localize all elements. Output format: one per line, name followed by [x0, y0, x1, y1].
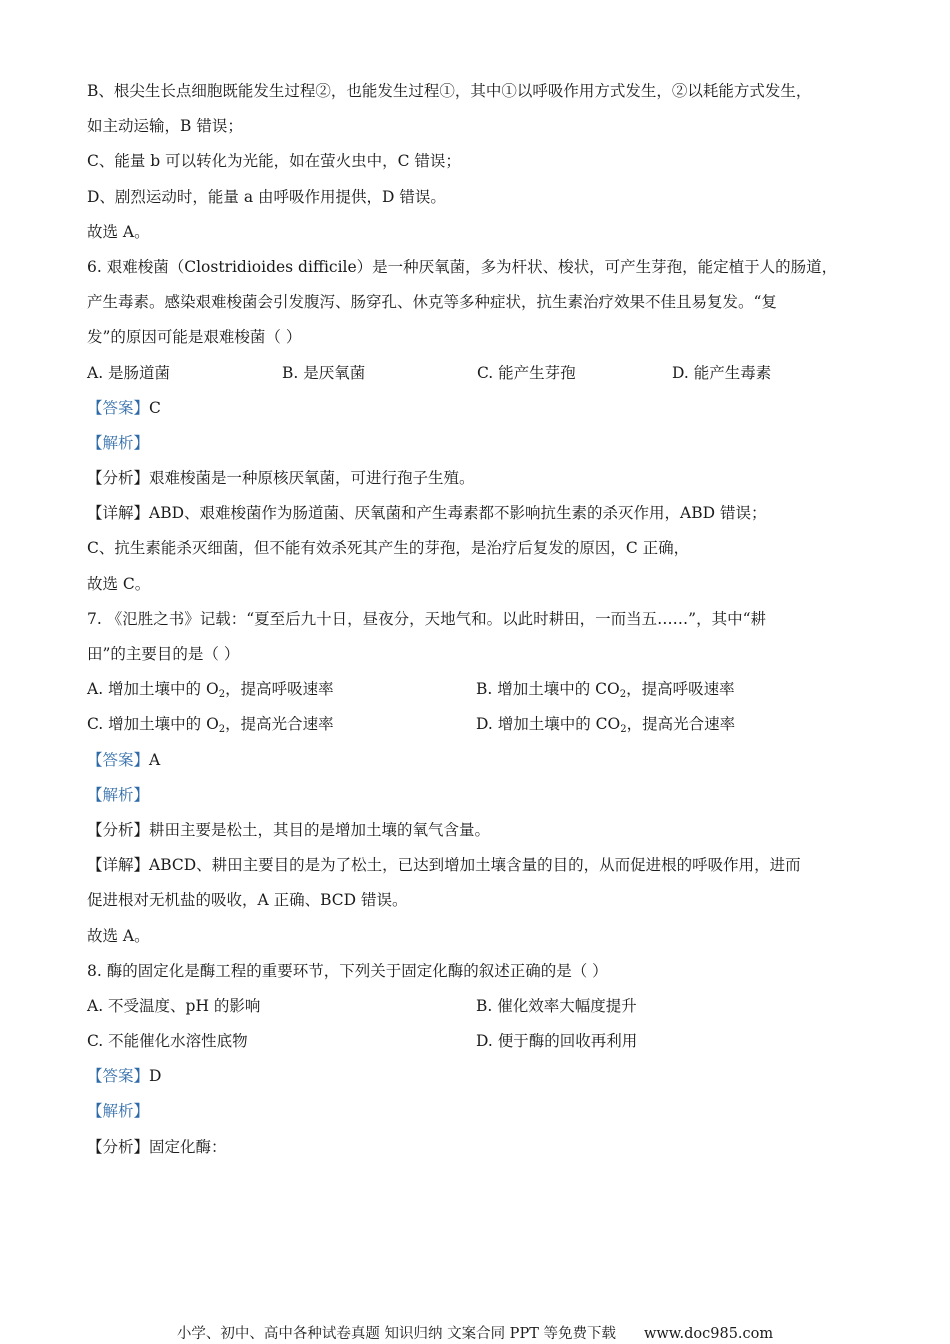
prev-conclusion: 故选 A。: [87, 222, 150, 241]
fenxi-tag: 【分析】: [87, 469, 150, 488]
q7-fenxi: [87, 813, 867, 848]
analysis-tag: 【解析】: [87, 1102, 150, 1121]
prev-c-line: C、能量 b 可以转化为光能，如在萤火虫中，C 错误；: [87, 152, 461, 171]
analysis-tag: 【解析】: [87, 433, 150, 452]
answer-tag: 【答案】: [87, 398, 150, 417]
xiangjie-text: ABD、艰难梭菌作为肠道菌、厌氧菌和产生毒素都不影响抗生素的杀灭作用，ABD 错误；: [149, 504, 767, 523]
q7-option-d: D. 增加土壤中的 $CO_2$，提高光合速率: [476, 715, 736, 736]
answer-value: C: [149, 398, 161, 417]
q7-option-b: B. 增加土壤中的 $CO_2$，提高呼吸速率: [476, 680, 735, 701]
q8-options-row2: [87, 1024, 867, 1059]
q7-answer: [87, 743, 867, 778]
footer-url-link[interactable]: www.doc985.com: [643, 1326, 774, 1342]
q6-option-c: C. 能产生芽孢: [477, 363, 576, 382]
q7-option-a: A. 增加土壤中的 $O_2$，提高呼吸速率: [87, 680, 334, 701]
q8-option-a: A. 不受温度、pH 的影响: [87, 996, 261, 1015]
q6-option-d: D. 能产生毒素: [672, 363, 772, 382]
q6-options: [87, 356, 867, 391]
q6-answer: [87, 391, 867, 426]
document-page: [87, 74, 867, 1165]
prev-d-line: D、剧烈运动时，能量 a 由呼吸作用提供，D 错误。: [87, 187, 446, 206]
fenxi-text: 固定化酶：: [149, 1137, 227, 1156]
q8-option-c: C. 不能催化水溶性底物: [87, 1032, 248, 1051]
analysis-tag: 【解析】: [87, 785, 150, 804]
q7-stem-line2: 田”的主要目的是（ ）: [87, 645, 240, 663]
q8-answer: [87, 1059, 867, 1094]
q7-options-row1: [87, 672, 867, 707]
prev-b-line2: 如主动运输，B 错误；: [87, 117, 243, 136]
q6-option-a: A. 是肠道菌: [87, 363, 171, 382]
q6-xiangjie-line2: C、抗生素能杀灭细菌，但不能有效杀死其产生的芽孢，是治疗后复发的原因，C 正确，: [87, 539, 690, 558]
q8-analysis-heading: [87, 1094, 867, 1129]
q8-fenxi: [87, 1130, 867, 1165]
q6-xiangjie: [87, 496, 867, 531]
q6-stem-line3: 发”的原因可能是艰难梭菌（ ）: [87, 328, 302, 347]
q8-option-b: B. 催化效率大幅度提升: [476, 996, 637, 1015]
q7-option-c: C. 增加土壤中的 $O_2$，提高光合速率: [87, 715, 334, 736]
fenxi-text: 耕田主要是松土，其目的是增加土壤的氧气含量。: [149, 820, 491, 839]
answer-value: A: [149, 750, 161, 769]
q8-stem-line1: 8. 酶的固定化是酶工程的重要环节，下列关于固定化酶的叙述正确的是（ ）: [87, 961, 608, 980]
xiangjie-tag: 【详解】: [87, 504, 150, 523]
answer-tag: 【答案】: [87, 750, 150, 769]
q7-conclusion: 故选 A。: [87, 926, 150, 945]
q7-options-row2: [87, 707, 867, 742]
page-footer: [0, 1322, 950, 1343]
q7-xiangjie-line2: 促进根对无机盐的吸收，A 正确、BCD 错误。: [87, 891, 408, 910]
q7-stem-line1: 7. 《氾胜之书》记载：“夏至后九十日，昼夜分，天地气和。以此时耕田，一而当五……”，其中“耕: [87, 609, 766, 628]
q6-stem-line2: 产生毒素。感染艰难梭菌会引发腹泻、肠穿孔、休克等多种症状，抗生素治疗效果不佳且易复发。“复: [87, 293, 777, 312]
footer-text: 小学、初中、高中各种试卷真题 知识归纳 文案合同 PPT 等免费下载: [176, 1326, 616, 1342]
xiangjie-text: ABCD、耕田主要目的是为了松土，已达到增加土壤含量的目的，从而促进根的呼吸作用，进而: [149, 856, 801, 875]
answer-value: D: [149, 1067, 162, 1086]
xiangjie-tag: 【详解】: [87, 856, 150, 875]
fenxi-tag: 【分析】: [87, 820, 150, 839]
q8-options-row1: [87, 989, 867, 1024]
q6-fenxi: [87, 461, 867, 496]
q7-xiangjie: [87, 848, 867, 883]
fenxi-tag: 【分析】: [87, 1137, 150, 1156]
q6-option-b: B. 是厌氧菌: [282, 363, 366, 382]
prev-b-line1: B、根尖生长点细胞既能发生过程②，也能发生过程①，其中①以呼吸作用方式发生，②以耗能方式发生，: [87, 82, 812, 100]
answer-tag: 【答案】: [87, 1067, 150, 1086]
q7-analysis-heading: [87, 778, 867, 813]
fenxi-text: 艰难梭菌是一种原核厌氧菌，可进行孢子生殖。: [149, 469, 475, 488]
q8-option-d: D. 便于酶的回收再利用: [476, 1032, 638, 1051]
q6-analysis-heading: [87, 426, 867, 461]
q6-conclusion: 故选 C。: [87, 574, 151, 593]
q6-stem-line1: 6. 艰难梭菌（Clostridioides difficile）是一种厌氧菌，多为杆状、梭状，可产生芽孢，能定植于人的肠道，: [87, 257, 838, 276]
